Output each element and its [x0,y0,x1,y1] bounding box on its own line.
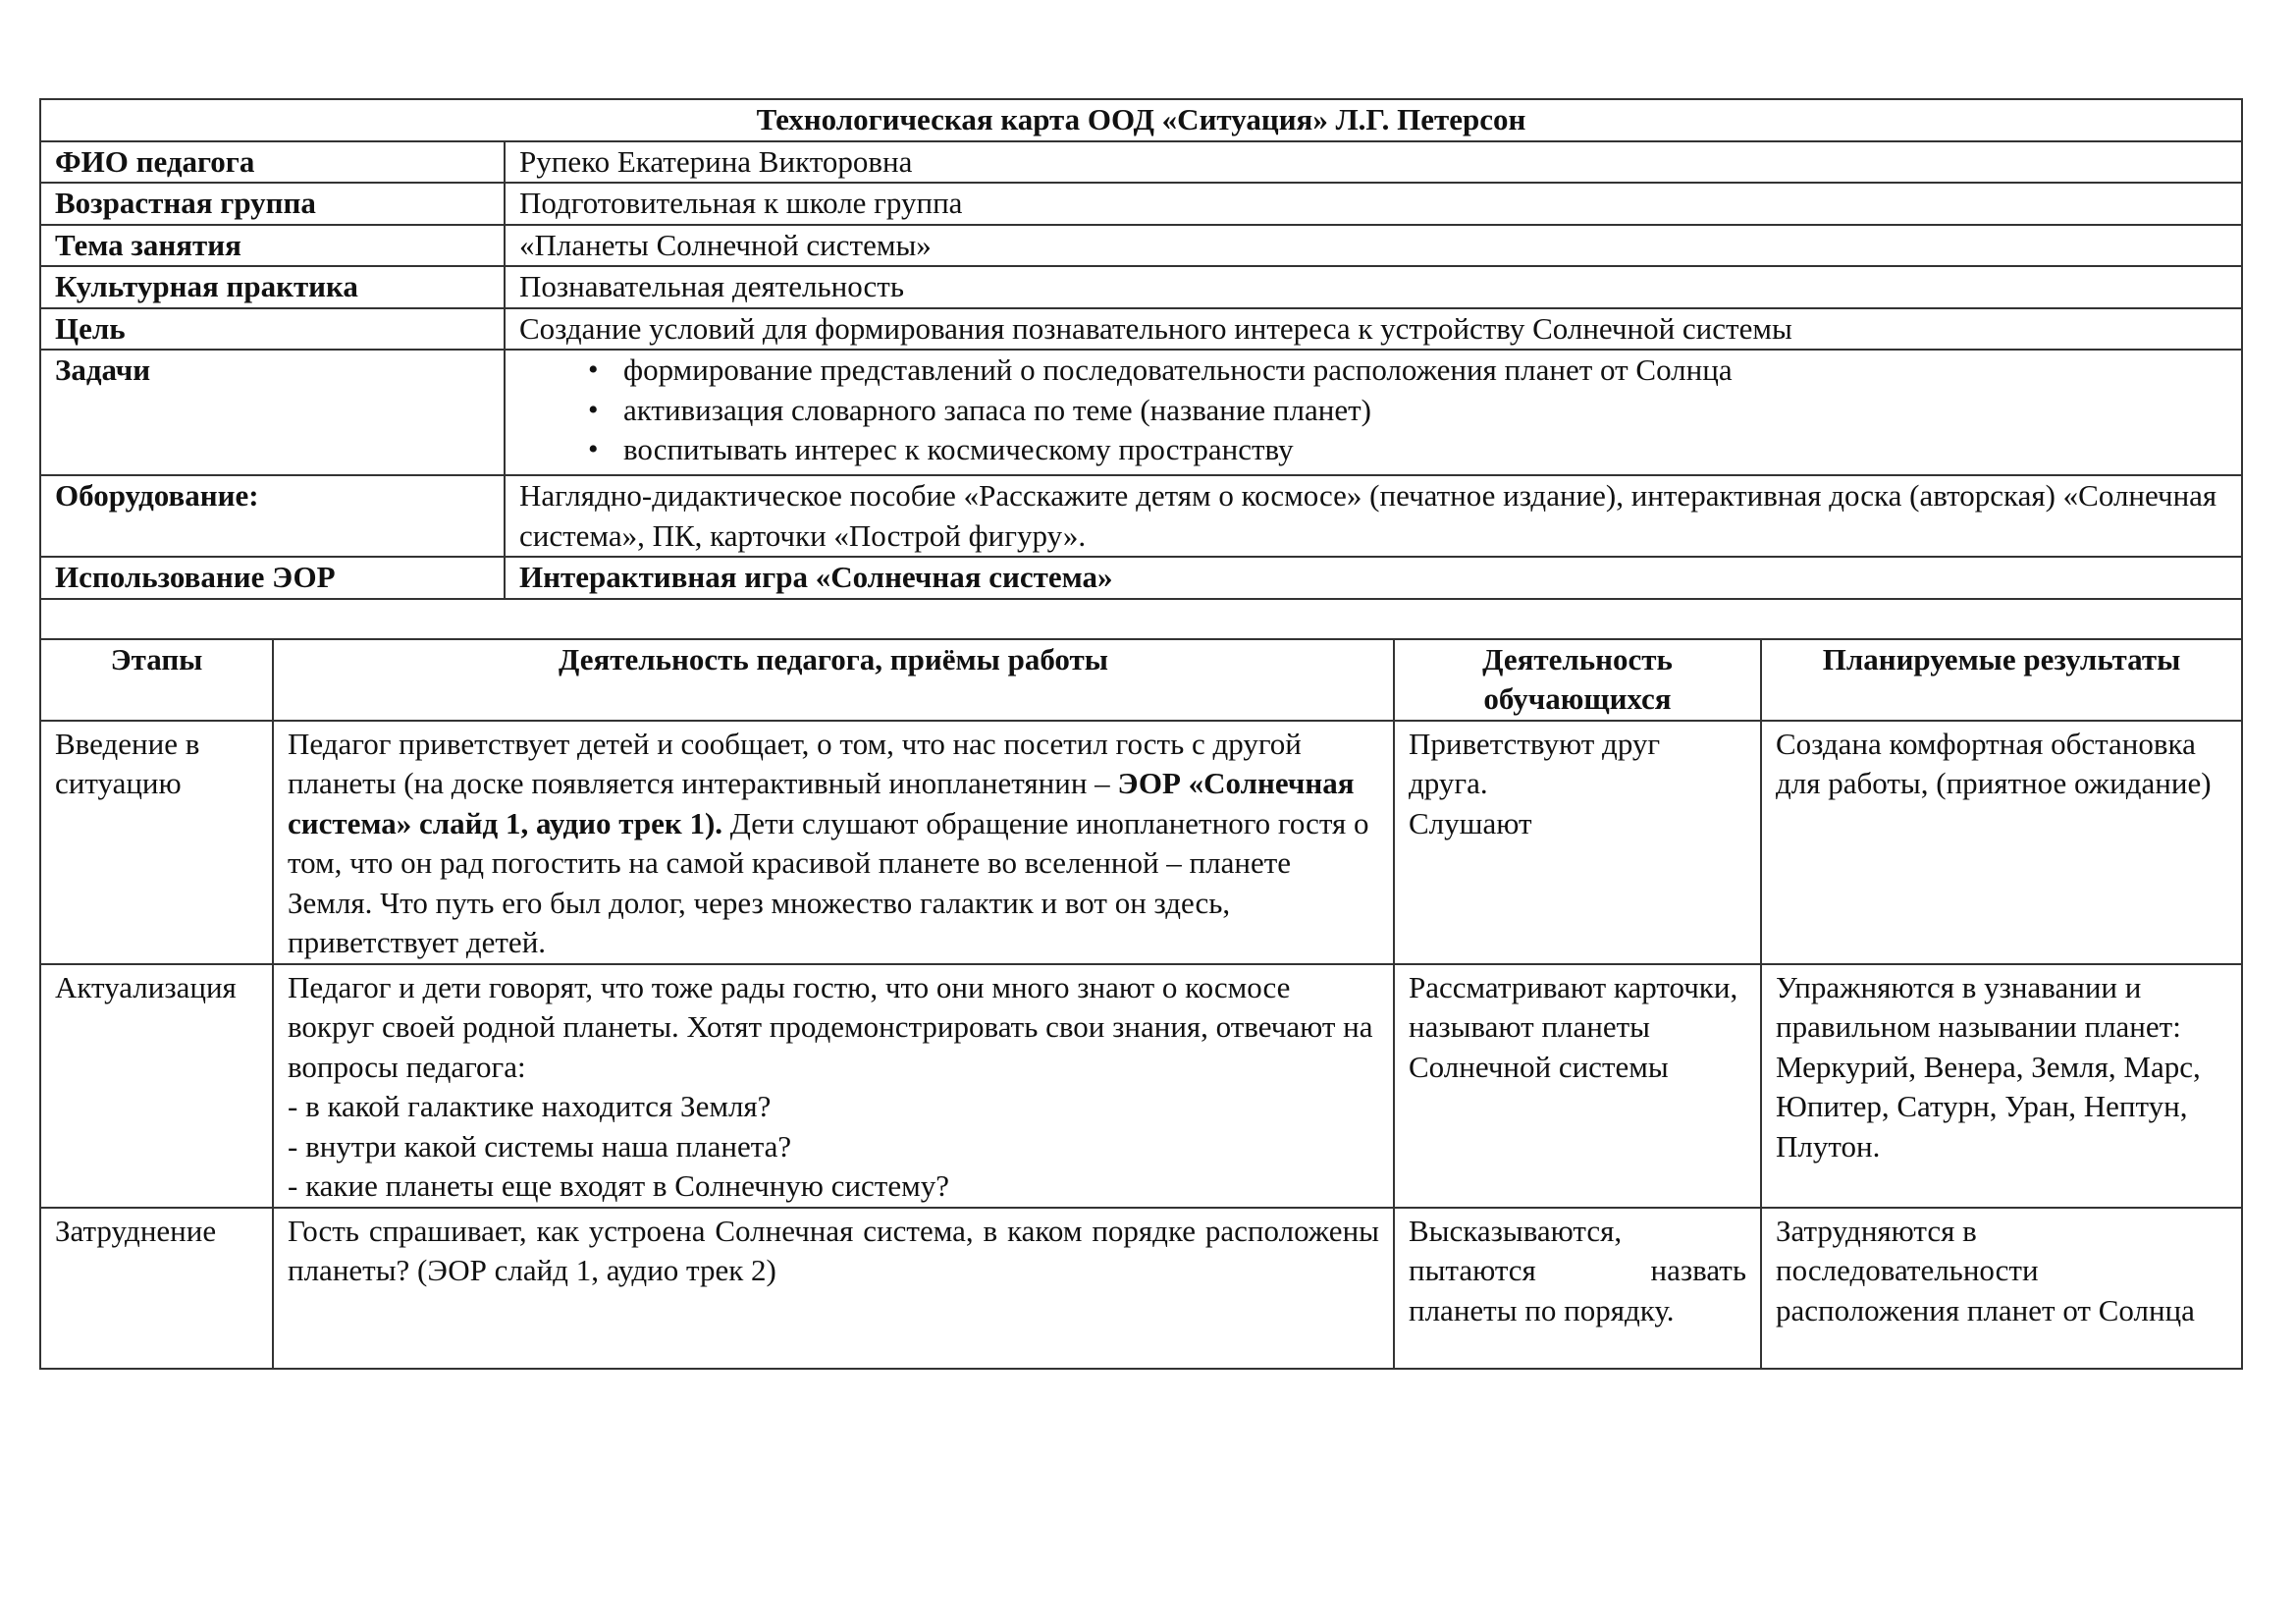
info-table [39,98,2243,640]
info-value: Познавательная деятельность [505,266,2242,308]
students-line: Приветствуют друг друга. [1409,726,1661,800]
column-header: Этапы [40,639,273,721]
info-label: Цель [40,308,505,351]
info-label: Возрастная группа [40,183,505,225]
info-label: Использование ЭОР [40,557,505,599]
column-header: Деятельность обучающихся [1394,639,1761,721]
info-row-equipment [40,475,2242,557]
info-value: Создание условий для формирования познавательного интереса к устройству Солнечной системы [505,308,2242,351]
table-row [40,721,2242,964]
teacher-line: - в какой галактике находится Земля? [288,1089,772,1123]
info-value: Интерактивная игра «Солнечная система» [505,557,2242,599]
planned-results: Создана комфортная обстановка для работы, (приятное ожидание) [1761,721,2242,964]
teacher-activity [273,721,1394,964]
teacher-line: Педагог и дети говорят, что тоже рады гостю, что они много знают о космосе вокруг своей родной планеты. Хотят продемонстрировать свои знания, отвечают на вопросы педагога: [288,969,1373,1084]
info-row-cultural-practice [40,266,2242,308]
stages-table [39,638,2243,1370]
students-activity [1394,721,1761,964]
info-row-goal [40,308,2242,351]
stage-name: Введение в ситуацию [40,721,273,964]
column-header: Деятельность педагога, приёмы работы [273,639,1394,721]
task-item: • формирование представлений о последовательности расположения планет от Солнца [588,351,2227,391]
info-row-topic [40,225,2242,267]
info-value: Наглядно-дидактическое пособие «Расскажите детям о космосе» (печатное издание), интерактивная доска (авторская) «Солнечная система», ПК, карточки «Построй фигуру». [505,475,2242,557]
info-row-tasks [40,350,2242,475]
info-label: ФИО педагога [40,141,505,184]
teacher-text: Педагог приветствует детей и сообщает, о том, что нас посетил гость с другой планеты (на доске появляется интерактивный инопланетянин – [288,726,1302,800]
info-value: «Планеты Солнечной системы» [505,225,2242,267]
column-header: Планируемые результаты [1761,639,2242,721]
tasks-list [519,351,2227,470]
planned-results: Упражняются в узнавании и правильном назывании планет: Меркурий, Венера, Земля, Марс, Юпитер, Сатурн, Уран, Нептун, Плутон. [1761,964,2242,1208]
info-value: Подготовительная к школе группа [505,183,2242,225]
teacher-activity [273,964,1394,1208]
teacher-line: - какие планеты еще входят в Солнечную систему? [288,1168,949,1203]
students-line: Слушают [1409,805,1532,840]
table-row [40,964,2242,1208]
teacher-activity: Гость спрашивает, как устроена Солнечная система, в каком порядке расположены планеты? (ЭОР слайд 1, аудио трек 2) [273,1208,1394,1369]
stages-header-row [40,639,2242,721]
info-row-age-group [40,183,2242,225]
stage-name: Актуализация [40,964,273,1208]
technological-map-document [39,98,2243,1370]
document-title: Технологическая карта ООД «Ситуация» Л.Г. Петерсон [40,99,2242,141]
planned-results: Затрудняются в последовательности расположения планет от Солнца [1761,1208,2242,1369]
students-activity: Высказываются, пытаются назвать планеты по порядку. [1394,1208,1761,1369]
tasks-cell [505,350,2242,475]
info-value: Рупеко Екатерина Викторовна [505,141,2242,184]
teacher-line: - внутри какой системы наша планета? [288,1128,792,1164]
info-label: Тема занятия [40,225,505,267]
info-label: Культурная практика [40,266,505,308]
task-item: • активизация словарного запаса по теме (название планет) [588,391,2227,431]
info-label: Задачи [40,350,505,475]
teacher-text-bold: ЭОР «Солнечная система» слайд 1, аудио трек 1). [288,766,1355,840]
empty-row [40,599,2242,639]
info-label: Оборудование: [40,475,505,557]
task-item: • воспитывать интерес к космическому пространству [588,430,2227,470]
info-row-eor [40,557,2242,599]
info-row-teacher [40,141,2242,184]
teacher-text: Дети слушают обращение инопланетного гостя о том, что он рад погостить на самой красивой планете во вселенной – планете Земля. Что путь его был долог, через множество галактик и вот он здесь, приветствует детей. [288,805,1369,959]
stage-name: Затруднение [40,1208,273,1369]
table-row [40,1208,2242,1369]
students-activity: Рассматривают карточки, называют планеты Солнечной системы [1394,964,1761,1208]
